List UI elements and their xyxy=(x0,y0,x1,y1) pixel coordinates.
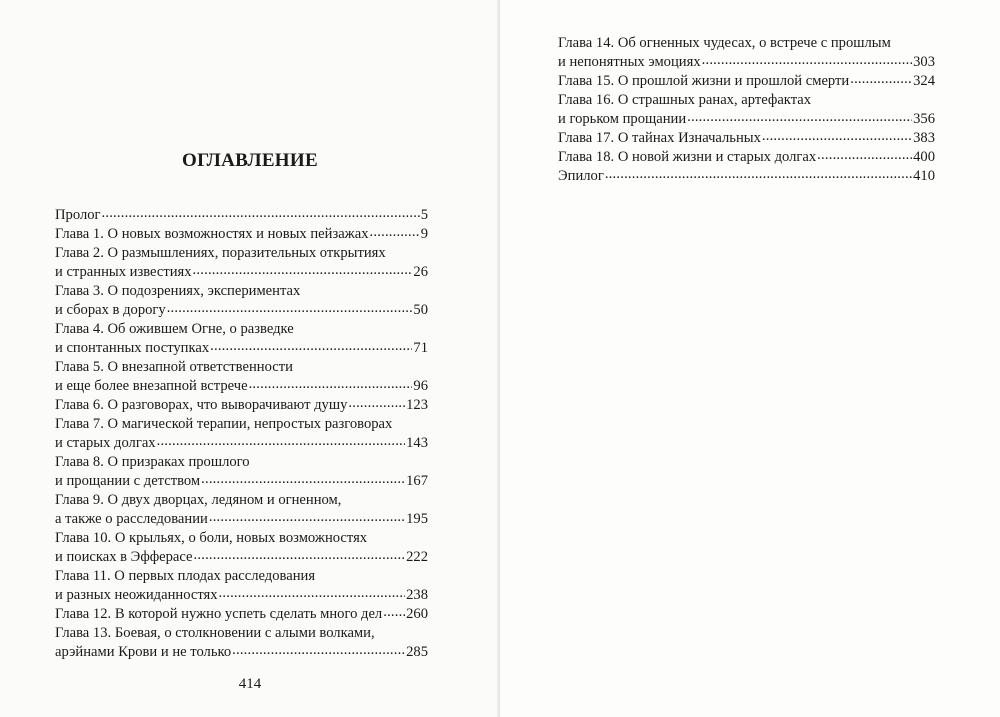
toc-entry xyxy=(55,244,428,282)
toc-entry-title: Глава 9. О двух дворцах, ледяном и огненном, xyxy=(55,492,342,508)
toc-entry-last-line xyxy=(55,510,428,529)
toc-list-right xyxy=(558,34,935,186)
toc-entry-title: Глава 10. О крыльях, о боли, новых возможностях xyxy=(55,530,368,546)
toc-entry xyxy=(55,415,428,453)
toc-entry-title: и сборах в дорогу xyxy=(55,302,166,318)
toc-entry-page: 5 xyxy=(420,207,428,223)
toc-entry-title: Глава 7. О магической терапии, непростых разговорах xyxy=(55,416,393,432)
toc-entry-title: Глава 11. О первых плодах расследования xyxy=(55,568,316,584)
toc-entry-last-line xyxy=(55,396,428,415)
toc-entry xyxy=(558,34,935,72)
dot-leader xyxy=(850,70,912,89)
toc-entry-title: Глава 15. О прошлой жизни и прошлой смерти xyxy=(558,73,850,89)
toc-entry-page: 9 xyxy=(420,226,428,242)
toc-entry-last-line xyxy=(55,643,428,662)
toc-entry xyxy=(558,91,935,129)
toc-entry xyxy=(558,72,935,91)
toc-entry-page: 410 xyxy=(913,168,935,184)
toc-entry-title: и поисках в Эфферасе xyxy=(55,549,193,565)
dot-leader xyxy=(232,641,405,660)
toc-entry-title: Пролог xyxy=(55,207,101,223)
toc-entry-page: 356 xyxy=(913,111,935,127)
toc-entry xyxy=(55,624,428,662)
toc-entry-title: Глава 8. О призраках прошлого xyxy=(55,454,250,470)
toc-entry-page: 143 xyxy=(406,435,428,451)
dot-leader xyxy=(817,146,912,165)
toc-entry-title: Глава 5. О внезапной ответственности xyxy=(55,359,293,375)
toc-entry-page: 26 xyxy=(413,264,428,280)
toc-entry xyxy=(55,529,428,567)
dot-leader xyxy=(762,127,912,146)
dot-leader xyxy=(201,470,405,489)
toc-entry-last-line xyxy=(55,548,428,567)
toc-entry-page: 195 xyxy=(406,511,428,527)
toc-entry-last-line xyxy=(558,167,935,186)
toc-heading: ОГЛАВЛЕНИЕ xyxy=(182,150,318,171)
toc-list-left xyxy=(55,206,428,662)
toc-entry-title: и еще более внезапной встрече xyxy=(55,378,248,394)
toc-entry-title: Глава 1. О новых возможностях и новых пейзажах xyxy=(55,226,369,242)
toc-entry-title: а также о расследовании xyxy=(55,511,208,527)
toc-entry-page: 238 xyxy=(406,587,428,603)
dot-leader xyxy=(249,375,413,394)
dot-leader xyxy=(348,394,405,413)
dot-leader xyxy=(370,223,420,242)
toc-entry-title: Глава 13. Боевая, о столкновении с алыми волками, xyxy=(55,625,375,641)
dot-leader xyxy=(210,337,412,356)
toc-entry-title: и разных неожиданностях xyxy=(55,587,218,603)
toc-entry-title: и странных известиях xyxy=(55,264,192,280)
toc-entry-page: 222 xyxy=(406,549,428,565)
dot-leader xyxy=(167,299,413,318)
toc-entry-page: 71 xyxy=(413,340,428,356)
dot-leader xyxy=(687,108,912,127)
dot-leader xyxy=(102,204,420,223)
toc-entry xyxy=(558,167,935,186)
toc-entry xyxy=(55,225,428,244)
toc-entry-last-line xyxy=(558,72,935,91)
toc-entry-last-line xyxy=(55,225,428,244)
toc-entry-page: 260 xyxy=(406,606,428,622)
toc-entry xyxy=(55,453,428,491)
dot-leader xyxy=(157,432,406,451)
toc-entry-title: и непонятных эмоциях xyxy=(558,54,701,70)
toc-entry-page: 285 xyxy=(406,644,428,660)
dot-leader xyxy=(194,546,406,565)
toc-entry xyxy=(55,282,428,320)
toc-entry xyxy=(55,358,428,396)
toc-entry-page: 167 xyxy=(406,473,428,489)
toc-entry-title: и прощании с детством xyxy=(55,473,201,489)
toc-entry-last-line xyxy=(55,434,428,453)
toc-entry-page: 123 xyxy=(406,397,428,413)
toc-entry xyxy=(55,396,428,415)
toc-entry xyxy=(55,320,428,358)
dot-leader xyxy=(209,508,405,527)
toc-entry-title: Глава 4. Об ожившем Огне, о разведке xyxy=(55,321,294,337)
toc-entry xyxy=(55,605,428,624)
toc-entry-last-line xyxy=(55,263,428,282)
toc-entry-title: Глава 6. О разговорах, что выворачивают душу xyxy=(55,397,348,413)
toc-entry-last-line xyxy=(55,586,428,605)
toc-entry xyxy=(55,567,428,605)
toc-entry-last-line xyxy=(55,605,428,624)
page-number: 414 xyxy=(238,676,262,692)
dot-leader xyxy=(383,603,405,622)
toc-entry-title: и спонтанных поступках xyxy=(55,340,210,356)
toc-entry-title: и старых долгах xyxy=(55,435,156,451)
toc-entry-page: 400 xyxy=(913,149,935,165)
toc-entry-page: 303 xyxy=(913,54,935,70)
toc-entry-title: Глава 18. О новой жизни и старых долгах xyxy=(558,149,817,165)
toc-entry-title: Глава 17. О тайнах Изначальных xyxy=(558,130,761,146)
toc-entry-title: арэйнами Крови и не только xyxy=(55,644,232,660)
toc-entry xyxy=(55,491,428,529)
toc-entry-title: Глава 2. О размышлениях, поразительных открытиях xyxy=(55,245,386,261)
toc-entry-last-line xyxy=(55,301,428,320)
toc-entry-page: 383 xyxy=(913,130,935,146)
toc-entry-title: Глава 16. О страшных ранах, артефактах xyxy=(558,92,812,108)
toc-entry-last-line xyxy=(55,472,428,491)
toc-entry-title: Эпилог xyxy=(558,168,604,184)
dot-leader xyxy=(605,165,912,184)
toc-entry-page: 50 xyxy=(413,302,428,318)
toc-entry-page: 324 xyxy=(913,73,935,89)
toc-entry-title: Глава 14. Об огненных чудесах, о встрече с прошлым xyxy=(558,35,891,51)
toc-entry-title: Глава 12. В которой нужно успеть сделать много дел xyxy=(55,606,383,622)
dot-leader xyxy=(702,51,912,70)
toc-entry-page: 96 xyxy=(413,378,428,394)
toc-entry-title: Глава 3. О подозрениях, экспериментах xyxy=(55,283,301,299)
dot-leader xyxy=(219,584,406,603)
toc-entry-last-line xyxy=(55,339,428,358)
dot-leader xyxy=(193,261,413,280)
toc-entry-title: и горьком прощании xyxy=(558,111,687,127)
